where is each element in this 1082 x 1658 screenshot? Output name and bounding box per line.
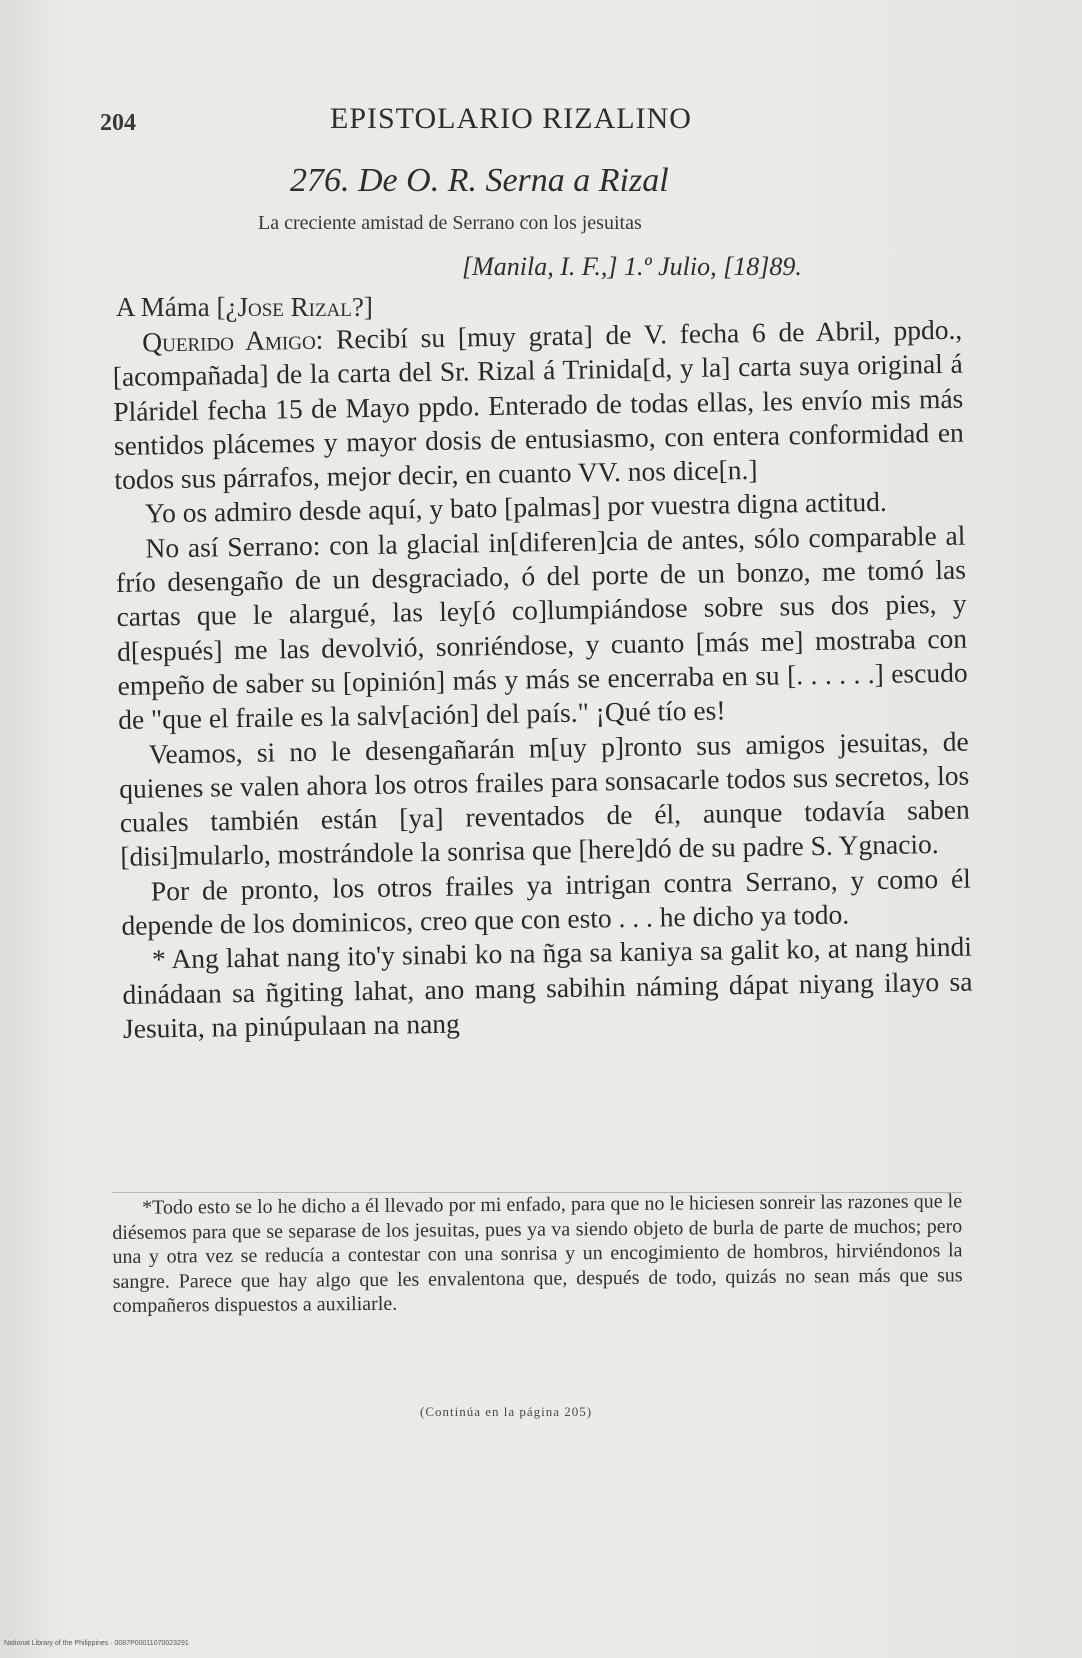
body-paragraph: Yo os admiro desde aquí, y bato [palmas] por vuestra digna actitud. bbox=[144, 486, 887, 529]
salutation: Querido Amigo bbox=[142, 323, 316, 358]
letter-addressee bbox=[116, 292, 373, 323]
addressee-name: Jose Rizal bbox=[237, 292, 352, 322]
body-paragraph: * Ang lahat nang ito'y sinabi ko na ñga sa kaniya sa galit ko, at nang hindi dinádaan sa ñgiting lahat, ano mang sabihin náming dápat niyang ilayo sa Jesuita, na pinúpulaan na nang bbox=[122, 930, 973, 1044]
body-paragraph bbox=[112, 313, 965, 498]
addressee-prefix: A Máma [¿ bbox=[116, 292, 238, 322]
footnote bbox=[112, 1189, 963, 1318]
body-paragraph: Por de pronto, los otros frailes ya intrigan contra Serrano, y como él depende de los dominicos, creo que con esto . . . he dicho ya todo. bbox=[121, 862, 972, 941]
letter-body bbox=[112, 313, 973, 1046]
letter-title: 276. De O. R. Serna a Rizal bbox=[290, 162, 669, 199]
page-number: 204 bbox=[100, 110, 136, 136]
running-title: EPISTOLARIO RIZALINO bbox=[330, 102, 692, 135]
letter-dateline: [Manila, I. F.,] 1.º Julio, [18]89. bbox=[462, 252, 802, 281]
addressee-suffix: ?] bbox=[351, 292, 373, 322]
footnote-text: *Todo esto se lo he dicho a él llevado por mi enfado, para que no le hiciesen sonreir las razones que le diésemos para que se separase de los jesuitas, pues ya va siendo objeto de burla de parte de muchos; pero una y otra vez se reducía a contestar con una sonrisa y un encogimiento de hombros, hirviéndonos la sangre. Parece que hay algo que les envalentona que, después de todo, quizás no sean más que sus compañeros dispuestos a auxiliarle. bbox=[112, 1190, 963, 1317]
letter-subtitle: La creciente amistad de Serrano con los jesuitas bbox=[258, 212, 642, 234]
page-header bbox=[100, 100, 720, 140]
paragraph-text: : Recibí su [muy grata] de V. fecha 6 de Abril, ppdo., [acompañada] de la carta del Sr. Rizal á Trinida[d, y la] carta suya original á Pláridel fecha 15 de Mayo ppdo. Enterado de todas ellas, les envío mis más sentidos plácemes y mayor dosis de entusiasmo, con entera conformidad en todos sus párrafos, mejor decir, en cuanto VV. nos dice[n.] bbox=[112, 313, 965, 496]
continuation-note: (Continúa en la página 205) bbox=[420, 1404, 593, 1419]
library-stamp: National Library of the Philippines · 0087P00011070023291 bbox=[4, 1640, 189, 1647]
body-paragraph: No así Serrano: con la glacial in[diferen]cia de antes, sólo comparable al frío desengaño de un desgraciado, ó del porte de un bonzo, me tomó las cartas que le alargué, las ley[ó co]lumpiándose sobre sus dos pies, y d[espués] me las devolvió, sonriéndose, y cuanto [más me] mostraba con empeño de saber su [opinión] más y más se encerraba en su [. . . . . .] escudo de "que el fraile es la salv[ación] del país." ¡Qué tío es! bbox=[115, 519, 968, 736]
body-paragraph: Veamos, si no le desengañarán m[uy p]ronto sus amigos jesuitas, de quienes se valen ahora los otros frailes para sonsacarle todos sus secretos, los cuales también están [ya] reventados de él, aunque todavía saben [disi]mularlo, mostrándole la sonrisa que [here]dó de su padre S. Ygnacio. bbox=[119, 725, 970, 873]
